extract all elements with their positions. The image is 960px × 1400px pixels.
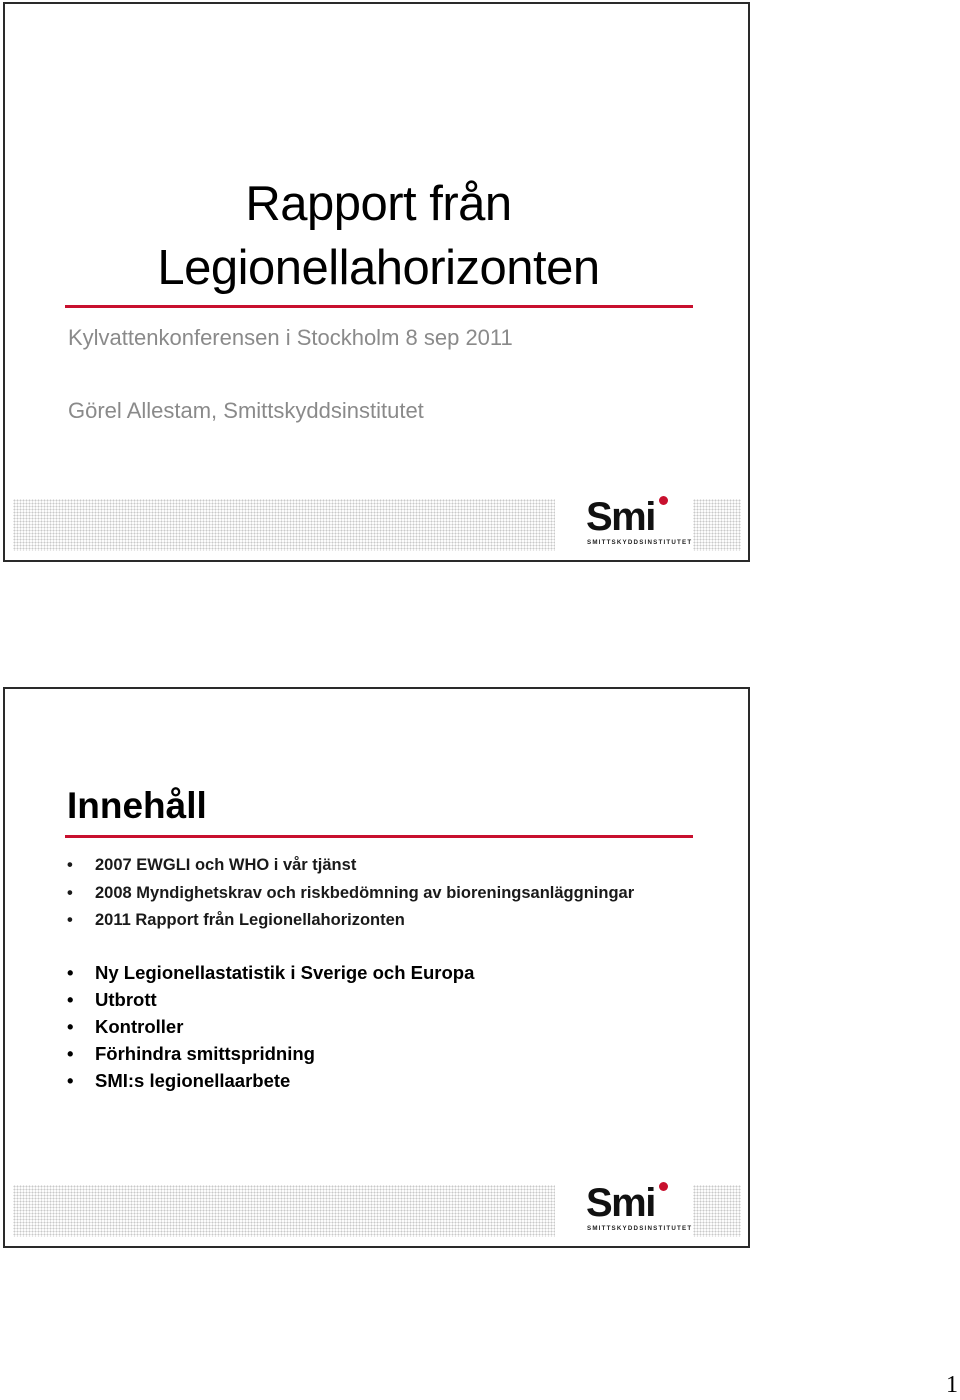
smi-logo-dot-icon (659, 496, 668, 505)
list-item (67, 962, 474, 989)
list-item-text: SMI:s legionellaarbete (95, 1070, 291, 1091)
dot-pattern-right (693, 1185, 741, 1237)
slide-title-line-1: Rapport från (245, 177, 512, 231)
contents-list-secondary (67, 962, 474, 1097)
smi-logo-word: Smi (586, 1181, 655, 1225)
dot-pattern-left (13, 1185, 555, 1237)
smi-logo (586, 1181, 693, 1239)
list-item-text: 2007 EWGLI och WHO i vår tjänst (95, 856, 357, 874)
author-subtitle: Görel Allestam, Smittskyddsinstitutet (68, 398, 424, 423)
list-item-text: Ny Legionellastatistik i Sverige och Europa (95, 962, 475, 983)
bullet-icon: • (67, 1016, 74, 1037)
slide-title-line-2: Legionellahorizonten (157, 241, 600, 295)
list-item (67, 1016, 474, 1043)
bullet-icon: • (67, 856, 73, 874)
dot-pattern-right (693, 499, 741, 551)
bullet-icon: • (67, 883, 73, 902)
list-item (67, 1043, 474, 1070)
conference-subtitle: Kylvattenkonferensen i Stockholm 8 sep 2011 (68, 325, 513, 350)
slide-footer (13, 495, 741, 551)
slide-title (5, 172, 752, 300)
bullet-icon: • (67, 911, 73, 929)
heading-divider (65, 835, 693, 838)
list-item (67, 882, 634, 910)
contents-slide (3, 687, 750, 1248)
bullet-icon: • (67, 962, 74, 983)
smi-logo-word: Smi (586, 495, 655, 539)
contents-heading: Innehåll (67, 785, 207, 826)
bullet-icon: • (67, 989, 74, 1010)
list-item (67, 1070, 474, 1097)
list-item (67, 854, 634, 882)
smi-logo-dot-icon (659, 1182, 668, 1191)
list-item-text: Utbrott (95, 989, 157, 1010)
list-item-text: Förhindra smittspridning (95, 1043, 315, 1064)
smi-logo-subtext: SMITTSKYDDSINSTITUTET (587, 539, 693, 546)
list-item-text: 2011 Rapport från Legionellahorizonten (95, 911, 405, 929)
page-number: 1 (946, 1372, 958, 1398)
title-divider (65, 305, 693, 308)
list-item-text: 2008 Myndighetskrav och riskbedömning av bioreningsanläggningar (95, 883, 635, 902)
title-slide (3, 2, 750, 562)
list-item (67, 909, 634, 937)
bullet-icon: • (67, 1070, 74, 1091)
bullet-icon: • (67, 1043, 74, 1064)
smi-logo-subtext: SMITTSKYDDSINSTITUTET (587, 1225, 693, 1232)
smi-logo (586, 495, 693, 553)
slide-footer (13, 1181, 741, 1237)
contents-list-primary (67, 854, 634, 937)
dot-pattern-left (13, 499, 555, 551)
list-item-text: Kontroller (95, 1016, 184, 1037)
list-item (67, 989, 474, 1016)
